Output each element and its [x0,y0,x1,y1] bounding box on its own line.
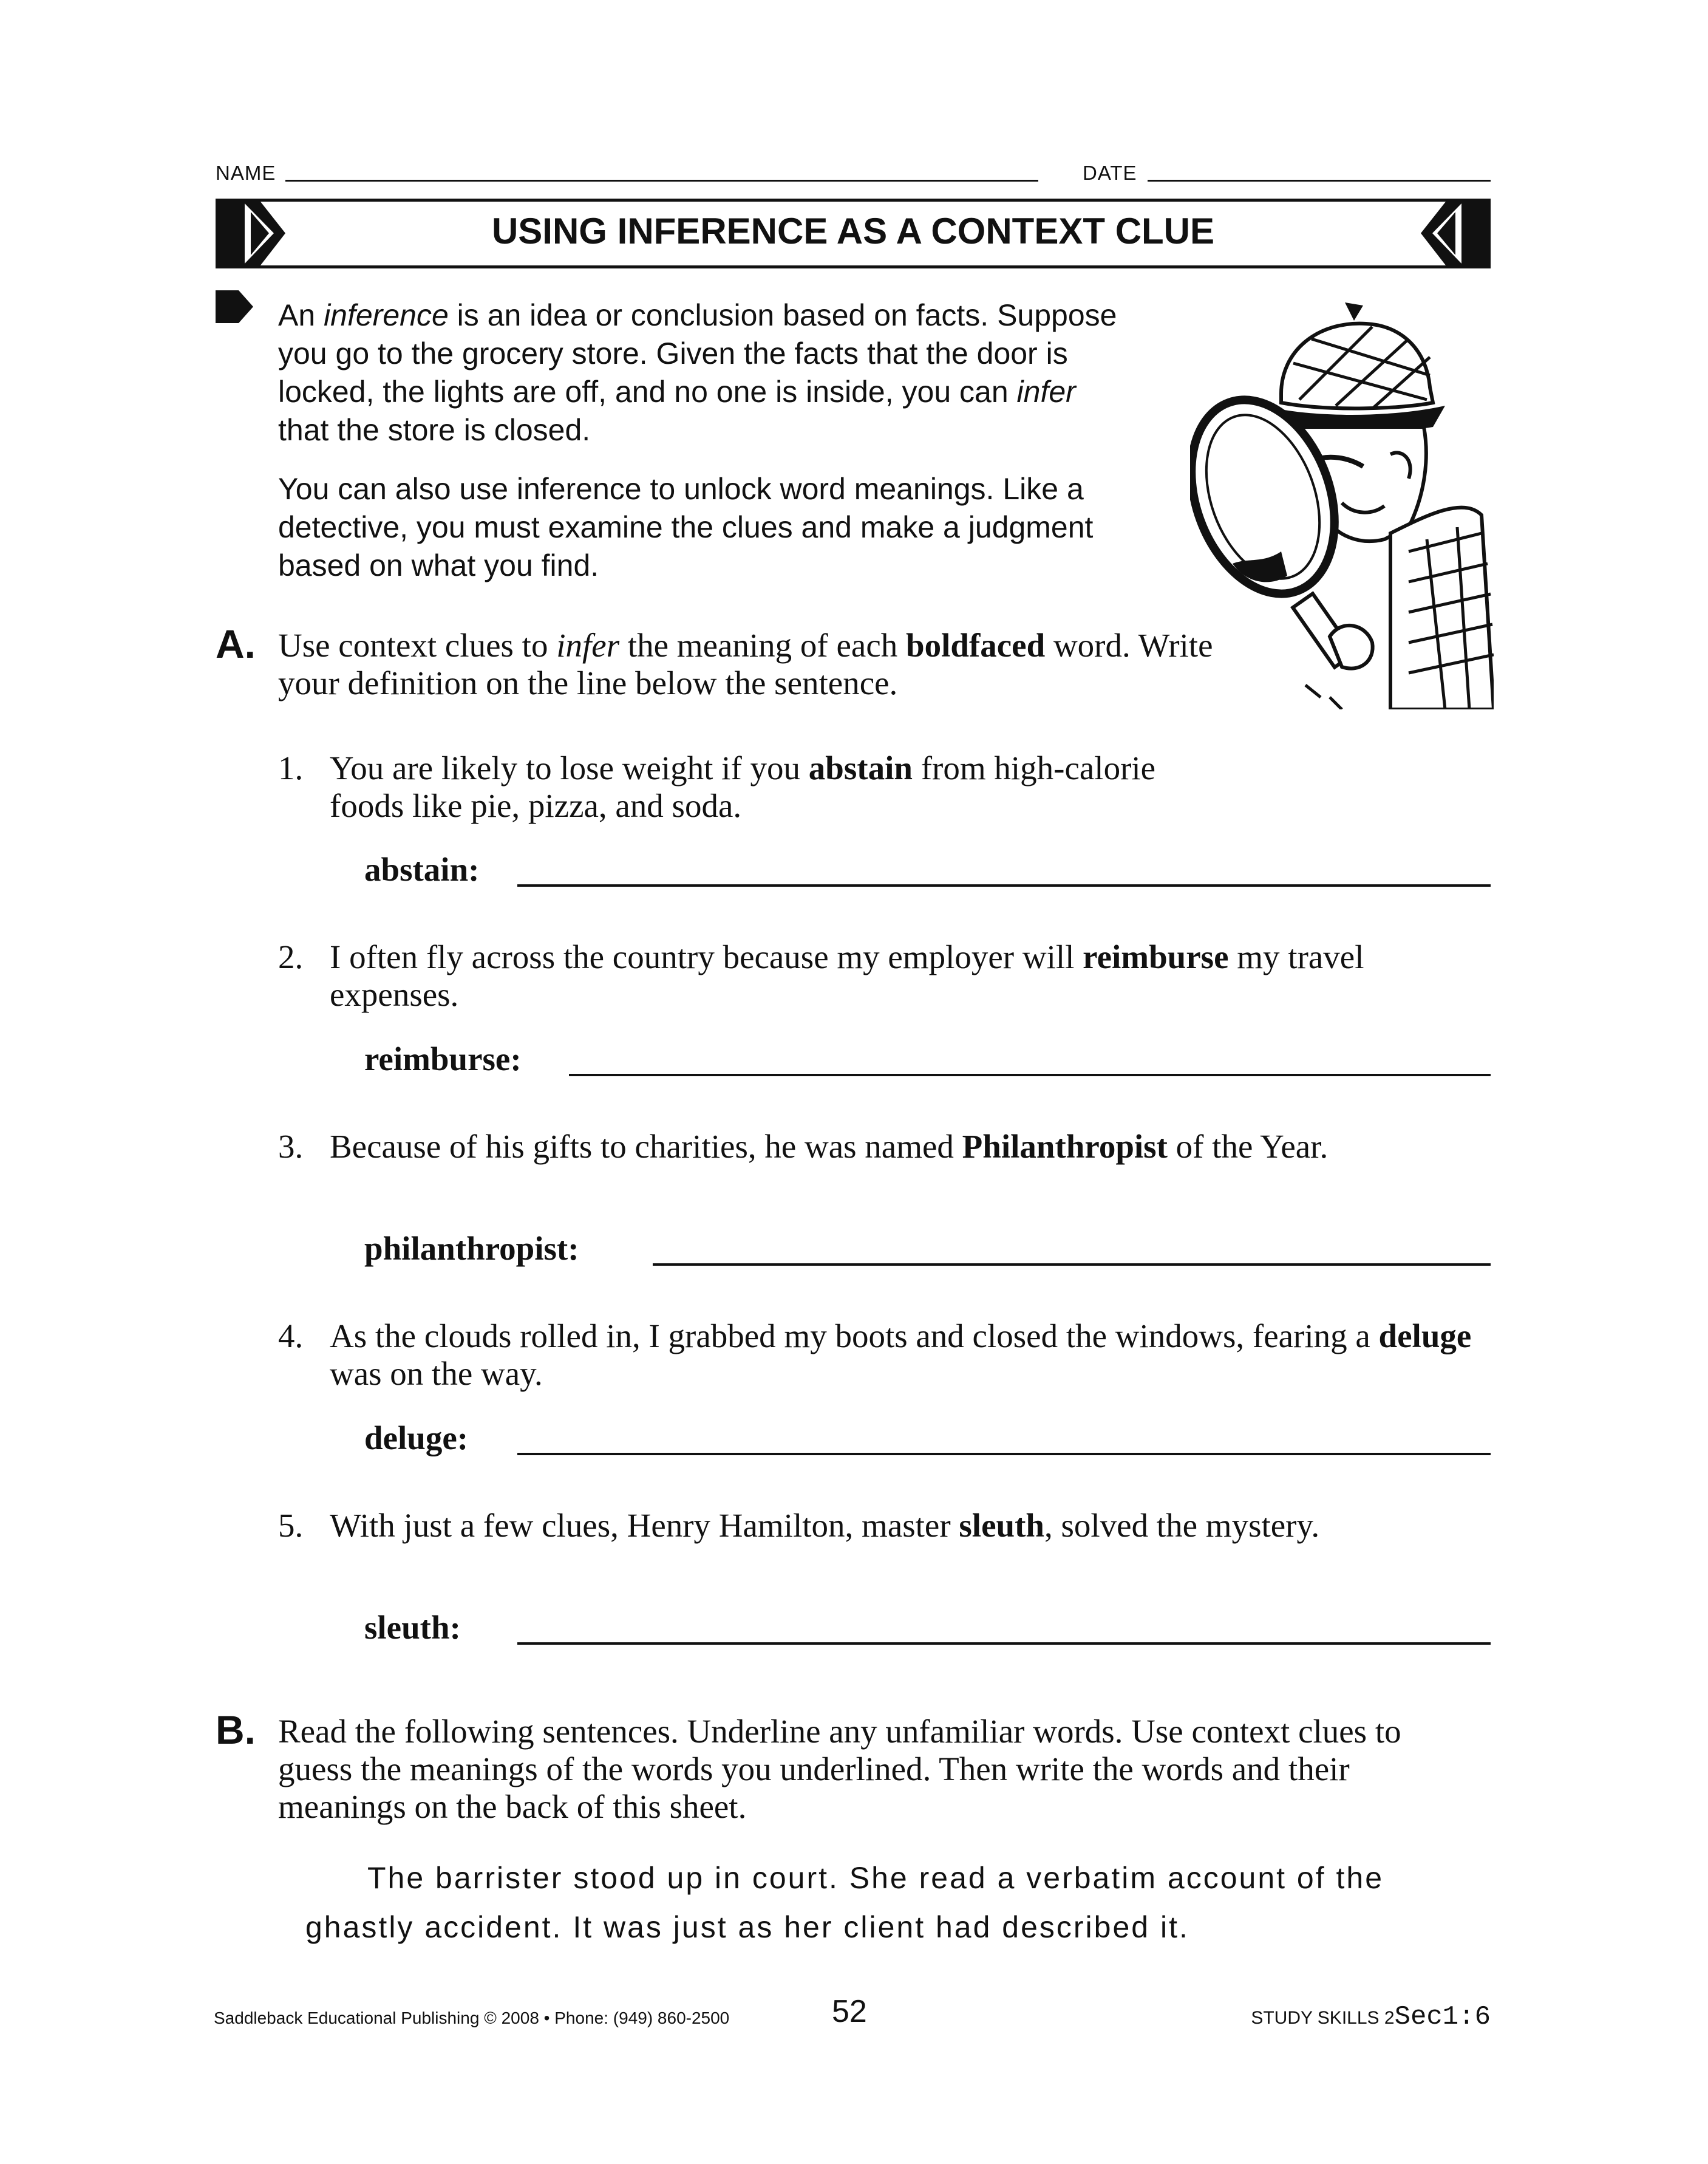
section-b-instructions: Read the following sentences. Underline any unfamiliar words. Use context clues to guess the meanings of the words you underlined. Then write the words and their meanings on the back of this sheet. [278,1713,1401,1825]
date-label: DATE [1083,162,1137,184]
answer-label: philanthropist: [364,1230,579,1267]
answer-label: reimburse: [364,1040,522,1077]
answer-label: deluge: [364,1419,469,1456]
name-label: NAME [216,162,276,184]
answer-label: abstain: [364,851,480,888]
series-label: STUDY SKILLS 2Sec1:6 [1251,2002,1491,2032]
answer-line-abstain[interactable] [517,884,1491,887]
item-sentence: As the clouds rolled in, I grabbed my boots and closed the windows, fearing a deluge was on the way. [330,1317,1472,1392]
passage-line-2: ghastly accident. It was just as her client had described it. [305,1910,1189,1944]
item-sentence: I often fly across the country because my employer will reimburse my travel expenses. [330,938,1364,1013]
item-sentence: Because of his gifts to charities, he was named Philanthropist of the Year. [330,1128,1329,1165]
intro-paragraph-1: An inference is an idea or conclusion based on facts. Suppose you go to the grocery store. Given the facts that the door is locked, the lights are off, and no one is inside, you can infer that the store is closed. [278,298,1117,447]
name-field[interactable] [285,180,1038,182]
section-a-letter: A. [216,621,256,666]
section-a-instructions: Use context clues to infer the meaning of each boldfaced word. Write your definition on the line below the sentence. [278,627,1213,701]
item-number: 2. [278,938,304,975]
answer-line-sleuth[interactable] [517,1642,1491,1645]
passage-line-1: The barrister stood up in court. She read a verbatim account of the [367,1861,1384,1895]
answer-line-deluge[interactable] [517,1453,1491,1455]
page-number: 52 [832,1994,867,2029]
item-sentence: You are likely to lose weight if you abstain from high-calorie foods like pie, pizza, and soda. [330,749,1156,824]
answer-line-philanthropist[interactable] [653,1263,1491,1266]
item-number: 3. [278,1128,304,1165]
title-banner [216,199,1491,268]
bullet-arrow-icon [216,290,253,323]
date-field[interactable] [1148,180,1491,182]
detective-illustration [1190,296,1494,709]
page-title: USING INFERENCE AS A CONTEXT CLUE [491,211,1215,251]
item-sentence: With just a few clues, Henry Hamilton, master sleuth, solved the mystery. [330,1507,1320,1544]
item-number: 1. [278,749,304,787]
answer-line-reimburse[interactable] [569,1074,1491,1076]
term-infer: infer [1016,375,1076,409]
term-inference: inference [324,298,449,332]
item-number: 4. [278,1317,304,1354]
publisher-credit: Saddleback Educational Publishing © 2008 • Phone: (949) 860-2500 [214,2009,730,2027]
intro-paragraph-2: You can also use inference to unlock word meanings. Like a detective, you must examine the clues and make a judgment based on what you find. [278,472,1094,582]
right-arrow-cap [1412,199,1491,268]
item-number: 5. [278,1507,304,1544]
answer-label: sleuth: [364,1609,461,1646]
section-b-letter: B. [216,1707,256,1752]
